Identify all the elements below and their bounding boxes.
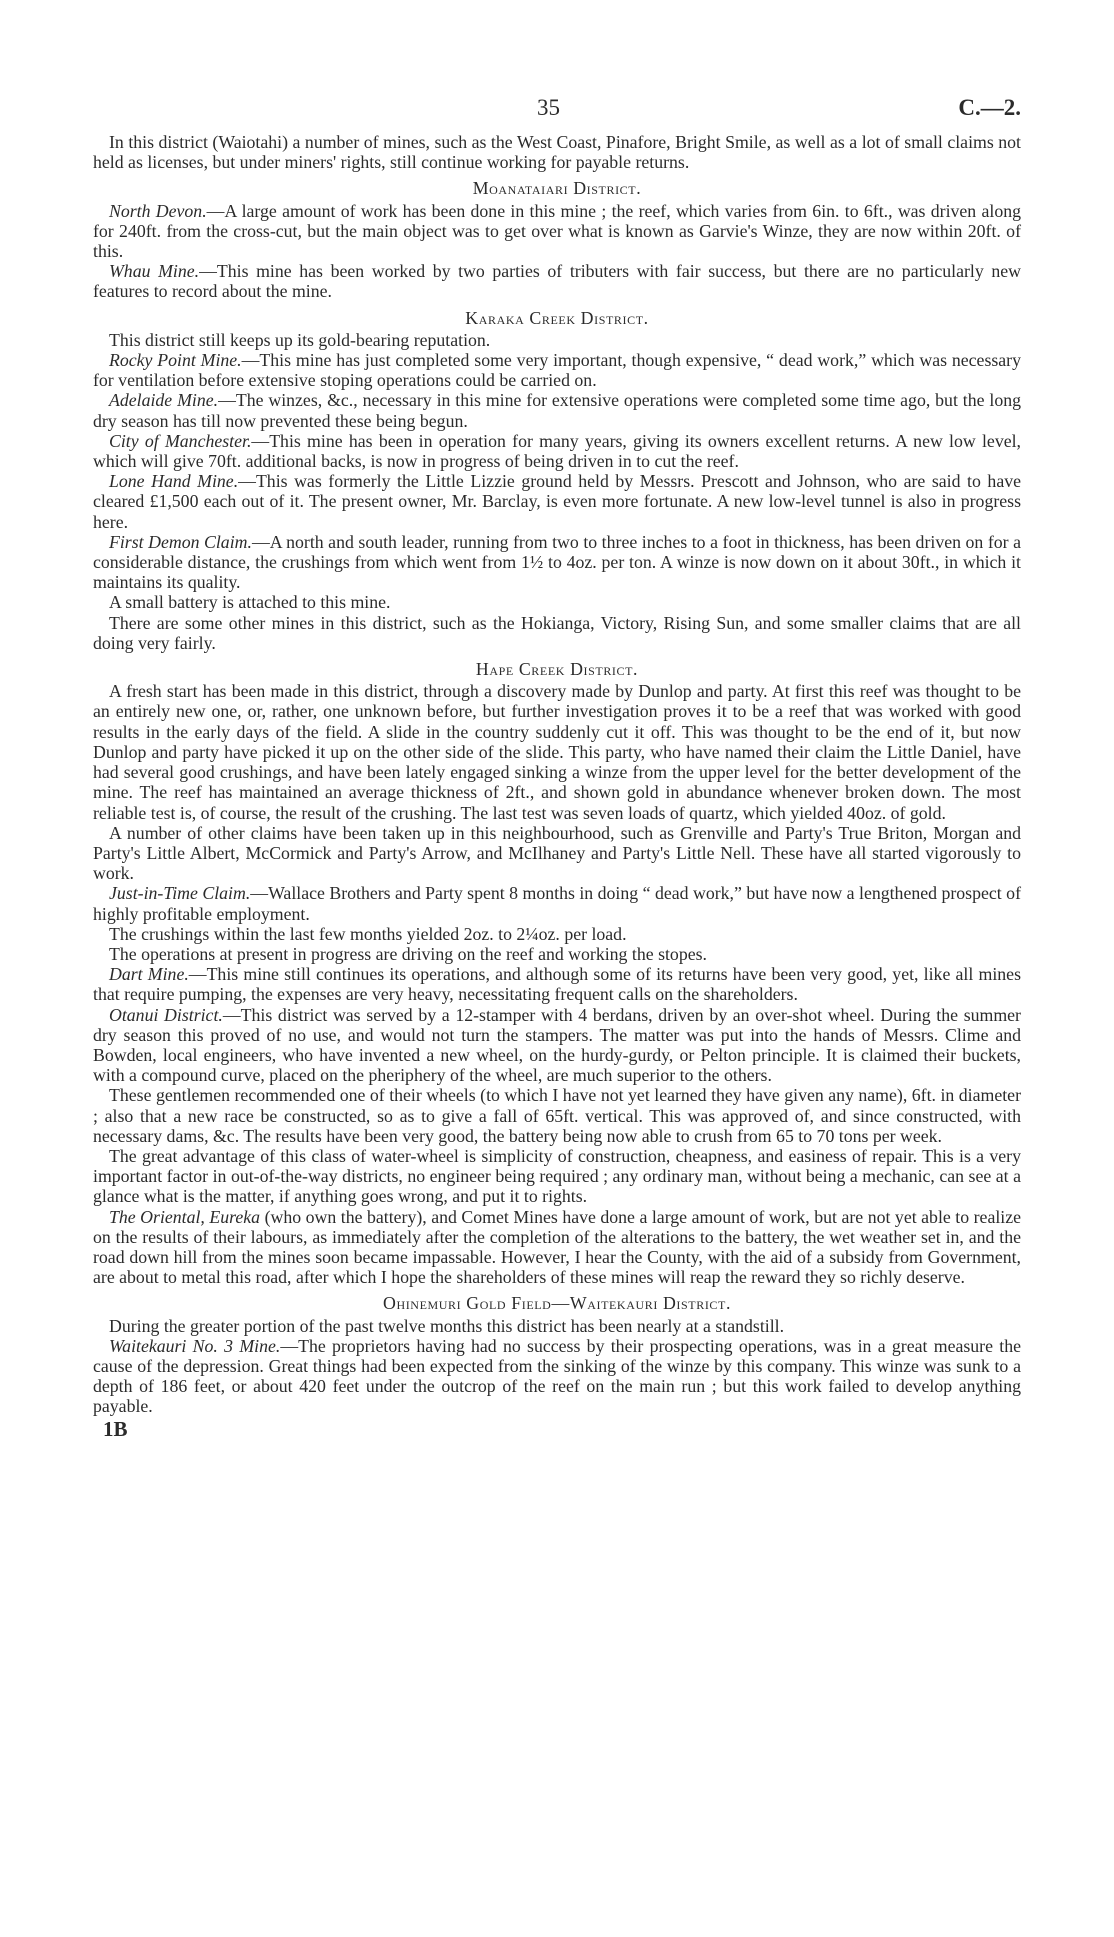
body-paragraph: [93, 613, 1021, 653]
body-paragraph: [93, 1146, 1021, 1207]
paragraph-text: In this district (Waiotahi) a number of mines, such as the West Coast, Pinafore, Bright Smile, as well as a lot of small claims not held as licenses, but under miners' rights, still continue working for payable returns.: [93, 132, 1021, 173]
body-paragraph: [93, 132, 1021, 172]
paragraph-lead: Whau Mine.: [109, 261, 200, 282]
signature-mark: 1B: [103, 1416, 128, 1441]
body-paragraph: [93, 823, 1021, 884]
paragraph-lead: Dart Mine.: [109, 964, 189, 985]
body-paragraph: [93, 592, 1021, 612]
body-paragraph: [93, 944, 1021, 964]
paragraph-text: —This was formerly the Little Lizzie ground held by Messrs. Prescott and Johnson, who are said to have cleared £1,500 each out of it. The present owner, Mr. Barclay, is even more fortunate. A new low-level tunnel is also in progress here.: [93, 471, 1021, 532]
body-paragraph: [93, 330, 1021, 350]
body-paragraph: [93, 471, 1021, 532]
section-heading: Karaka Creek District.: [465, 307, 649, 328]
paragraph-text: —The winzes, &c., necessary in this mine for extensive operations were completed some time ago, but the long dry season has till now prevented these being begun.: [93, 390, 1021, 431]
body-paragraph: [93, 1336, 1021, 1417]
body-paragraph: [93, 924, 1021, 944]
body-paragraph: [93, 201, 1021, 262]
section-heading: Hape Creek District.: [475, 659, 639, 680]
paragraph-lead: North Devon.: [109, 200, 207, 221]
section-heading: Ohinemuri Gold Field—Waitekauri District.: [383, 1293, 731, 1314]
paragraph-lead: Otanui District.: [109, 1004, 223, 1025]
paragraph-text: —A north and south leader, running from two to three inches to a foot in thickness, has been driven on for a considerable distance, the crushings from which went from 1½ to 4oz. per ton. A winze is now down on it about 30ft., in which it maintains its quality.: [93, 531, 1022, 593]
body-paragraph: [93, 1005, 1021, 1086]
body-paragraph: [93, 431, 1021, 471]
paragraph-text: (who own the battery), and Comet Mines have done a large amount of work, but are not yet able to realize on the results of their labours, as immediately after the completion of the alterations to the battery, the wet weather set in, and the road down hill from the mines soon became impassable. However, I hear the County, with the aid of a subsidy from Government, are about to metal this road, after which I hope the shareholders of these mines will reap the reward they so richly deserve.: [93, 1206, 1021, 1288]
paragraph-text: A fresh start has been made in this district, through a discovery made by Dunlop and party. At first this reef was thought to be an entirely new one, or, rather, one unknown before, but further investigation proves it to be a reef that was worked with good results in the early days of the field. A slide in the country suddenly cut it off. This was thought to be the end of it, but now Dunlop and party have picked it up on the other side of the slide. This party, who have named their claim the Little Daniel, have had several good crushings, and have been lately engaged sinking a winze from the upper level for the better development of the mine. The reef has maintained an average thickness of 2ft., and shown gold in abundance whenever broken down. The most reliable test is, of course, the result of the crushing. The last test was seven loads of quartz, which yielded 40oz. of gold.: [93, 681, 1021, 823]
body-paragraph: [93, 261, 1021, 301]
paragraph-text: —Wallace Brothers and Party spent 8 months in doing “ dead work,” but have now a lengthened prospect of highly profitable employment.: [93, 883, 1021, 924]
body-paragraph: [93, 1207, 1021, 1288]
document-body: [93, 132, 1021, 1417]
paragraph-text: This district still keeps up its gold-bearing reputation.: [109, 329, 491, 350]
body-paragraph: [93, 350, 1021, 390]
body-paragraph: [93, 964, 1021, 1004]
document-page: [93, 95, 1022, 1441]
paragraph-lead: Adelaide Mine.: [109, 390, 219, 411]
body-paragraph: [93, 1085, 1021, 1146]
body-paragraph: [93, 532, 1021, 593]
page-number: 35: [537, 95, 560, 120]
paragraph-text: —The proprietors having had no success by their prospecting operations, was in a great measure the cause of the depression. Great things had been expected from the sinking of the winze by this company. This winze was sunk to a depth of 186 feet, or about 420 feet under the outcrop of the reef on the main run ; but this work failed to develop anything payable.: [93, 1335, 1021, 1417]
paragraph-text: A number of other claims have been taken up in this neighbourhood, such as Grenville and Party's True Briton, Morgan and Party's Little Albert, McCormick and Party's Arrow, and McIlhaney and Party's Little Nell. These have all started vigorously to work.: [93, 822, 1021, 884]
paragraph-lead: City of Manchester.: [109, 430, 252, 451]
paragraph-text: —This mine has just completed some very important, though expensive, “ dead work,” which was necessary for ventilation before extensive stoping operations could be carried on.: [93, 350, 1021, 391]
paragraph-lead: First Demon Claim.: [109, 531, 252, 552]
paragraph-text: —This mine has been in operation for many years, giving its owners excellent returns. A new low level, which will give 70ft. additional backs, is now in progress of being driven in to cut the reef.: [93, 430, 1021, 472]
paragraph-lead: The Oriental, Eureka: [109, 1206, 261, 1227]
paragraph-text: The crushings within the last few months yielded 2oz. to 2¼oz. per load.: [109, 923, 627, 944]
body-paragraph: [93, 681, 1021, 822]
paragraph-text: During the greater portion of the past twelve months this district has been nearly at a standstill.: [109, 1315, 785, 1336]
body-paragraph: [93, 883, 1021, 923]
paragraph-text: There are some other mines in this district, such as the Hokianga, Victory, Rising Sun, and some smaller claims that are all doing very fairly.: [93, 612, 1021, 653]
paragraph-text: These gentlemen recommended one of their wheels (to which I have not yet learned they have given any name), 6ft. in diameter ; also that a new race be constructed, so as to give a fall of 65ft. vertical. This was approved of, and since constructed, with necessary dams, &c. The results have been very good, the battery being now able to crush from 65 to 70 tons per week.: [93, 1085, 1021, 1146]
body-paragraph: [93, 1316, 1021, 1336]
paragraph-lead: Waitekauri No. 3 Mine.: [109, 1335, 281, 1356]
document-reference: C.—2.: [958, 95, 1021, 120]
paragraph-text: —This mine still continues its operations, and although some of its returns have been very good, yet, like all mines that require pumping, the expenses are very heavy, necessitating frequent calls on the shareholders.: [93, 964, 1021, 1005]
paragraph-text: —This mine has been worked by two parties of tributers with fair success, but there are no particularly new features to record about the mine.: [93, 261, 1021, 302]
body-paragraph: [93, 390, 1021, 430]
paragraph-lead: Just-in-Time Claim.: [109, 883, 251, 904]
paragraph-text: The great advantage of this class of water-wheel is simplicity of construction, cheapness, and easiness of repair. This is a very important factor in out-of-the-way districts, no engineer being required ; any ordinary man, without being a mechanic, can see at a glance what is the matter, if anything goes wrong, and put it to rights.: [93, 1145, 1021, 1207]
paragraph-text: —A large amount of work has been done in this mine ; the reef, which varies from 6in. to 6ft., was driven along for 240ft. from the cross-cut, but the main object was to get over what is known as Garvie's Winze, they are now within 20ft. of this.: [93, 200, 1021, 262]
paragraph-lead: Lone Hand Mine.: [109, 471, 239, 492]
paragraph-text: —This district was served by a 12-stamper with 4 berdans, driven by an over-shot wheel. During the summer dry season this proved of no use, and would not turn the stampers. The matter was put into the hands of Messrs. Clime and Bowden, local engineers, who have invented a new wheel, on the hurdy-gurdy, or Pelton principle. It is claimed their buckets, with a compound curve, placed on the pheriphery of the wheel, are much superior to the others.: [93, 1004, 1021, 1086]
page-header: [93, 95, 1021, 132]
paragraph-text: A small battery is attached to this mine.: [109, 592, 391, 613]
paragraph-lead: Rocky Point Mine.: [109, 350, 242, 371]
paragraph-text: The operations at present in progress are driving on the reef and working the stopes.: [109, 943, 707, 964]
section-heading: Moanataiari District.: [472, 178, 642, 199]
